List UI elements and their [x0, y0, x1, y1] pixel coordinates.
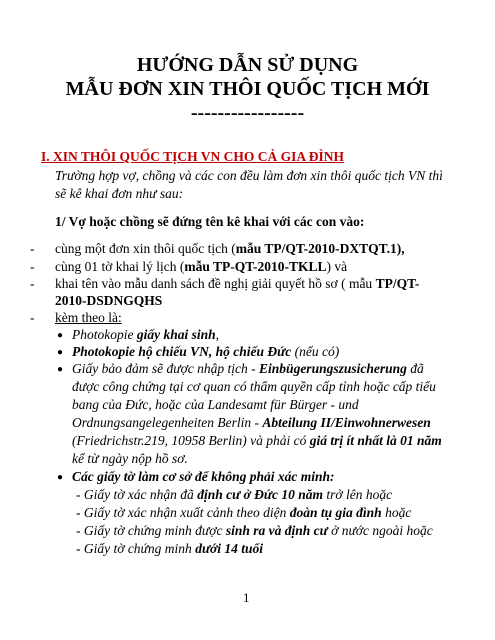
sub-item-3	[76, 523, 433, 539]
title-line-1: HƯỚNG DẪN SỬ DỤNG	[136, 54, 359, 76]
bullet-item-3-line-5	[72, 433, 442, 449]
bullet-emph: Einbügerungszusicherung	[259, 361, 407, 376]
bullet-icon: ●	[57, 330, 64, 341]
sub-item-emph: dưới 14 tuổi	[195, 541, 264, 556]
sub-item-emph: đoàn tụ gia đình	[289, 505, 382, 520]
dash-item-text: cùng 01 tờ khai lý lịch (	[55, 259, 185, 274]
bullet-item-3-line-1	[72, 361, 424, 377]
bullet-text: Giấy bảo đảm sẽ được nhập tịch -	[72, 361, 260, 376]
sub-item-text-end: hoặc	[381, 505, 412, 520]
bullet-item-1	[72, 327, 219, 343]
dash-item-2	[55, 259, 347, 275]
bullet-icon: ●	[57, 472, 64, 483]
title-line-2: MẪU ĐƠN XIN THÔI QUỐC TỊCH MỚI	[65, 78, 430, 100]
bullet-text-end: (nếu có)	[291, 344, 340, 359]
sub-item-1	[76, 487, 392, 503]
sub-item-4	[76, 541, 263, 557]
bullet-emph: giá trị ít nhất là 01 năm	[309, 433, 442, 448]
dash-item-3-continued: 2010-DSDNGQHS	[55, 293, 163, 308]
bullet-emph: giấy khai sinh	[136, 327, 216, 342]
sub-item-2	[76, 505, 411, 521]
bullet-item-3-line-4	[72, 415, 431, 431]
intro-line-2: sẽ kê khai đơn như sau:	[55, 186, 184, 201]
dash-item-attachments: kèm theo là:	[55, 310, 122, 325]
bullet-text: Ordnungsangelegenheiten Berlin -	[72, 415, 263, 430]
sub-item-emph: sinh ra và định cư	[225, 523, 328, 538]
bullet-text-end: đã	[406, 361, 424, 376]
dash-marker: -	[30, 276, 35, 291]
section-heading: I. XIN THÔI QUỐC TỊCH VN CHO CẢ GIA ĐÌNH	[41, 149, 345, 164]
bullet-icon: ●	[57, 364, 64, 375]
sub-item-text-end: ở nước ngoài hoặc	[327, 523, 433, 538]
dash-item-code: TP/QT-	[375, 276, 420, 291]
bullet-item-2	[72, 344, 339, 360]
bullet-item-3-line-3: bang của Đức, hoặc của Landesamt für Bürger - und	[72, 397, 359, 412]
page-number: 1	[243, 590, 250, 605]
bullet-item-3-line-6: kể từ ngày nộp hồ sơ.	[72, 451, 188, 466]
bullet-icon: ●	[57, 347, 64, 358]
dash-marker: -	[30, 259, 35, 274]
dash-item-text-end: ) và	[326, 259, 348, 274]
dash-item-code: mẫu TP/QT-2010-DXTQT.1),	[235, 241, 405, 256]
sub-item-text: - Giấy tờ xác nhận đã	[76, 487, 198, 502]
dash-marker: -	[30, 241, 35, 256]
sub-item-emph: định cư ở Đức 10 năm	[197, 487, 323, 502]
sub-item-text: - Giấy tờ chứng minh được	[76, 523, 226, 538]
bullet-item-4: Các giấy tờ làm cơ sở để không phải xác minh:	[72, 469, 335, 484]
dash-item-text: khai tên vào mẫu danh sách đề nghị giải quyết hồ sơ ( mẫu	[55, 276, 376, 291]
intro-line-1: Trường hợp vợ, chồng và các con đều làm đơn xin thôi quốc tịch VN thì	[55, 168, 443, 183]
sub-item-text: - Giấy tờ chứng minh	[76, 541, 196, 556]
sub-item-text: - Giấy tờ xác nhận xuất cảnh theo diện	[76, 505, 290, 520]
sub-item-text-end: trở lên hoặc	[323, 487, 393, 502]
dash-marker: -	[30, 310, 35, 325]
bullet-item-3-line-2: được công chứng tại cơ quan có thẩm quyền cấp tỉnh hoặc cấp tiểu	[72, 379, 436, 394]
dash-item-code: mẫu TP-QT-2010-TKLL	[184, 259, 327, 274]
title-divider: -----------------	[190, 102, 305, 124]
bullet-text: Photokopie	[72, 327, 137, 342]
dash-item-text: cùng một đơn xin thôi quốc tịch (	[55, 241, 236, 256]
bullet-text-end: ,	[215, 327, 220, 342]
bullet-text: (Friedrichstr.219, 10958 Berlin) và phải có	[72, 433, 310, 448]
bullet-emph: Photokopie hộ chiếu VN, hộ chiếu Đức	[72, 344, 292, 359]
subsection-heading: 1/ Vợ hoặc chồng sẽ đứng tên kê khai với các con vào:	[55, 214, 365, 229]
dash-item-3	[55, 276, 473, 292]
bullet-emph: Abteilung II/Einwohnerwesen	[262, 415, 431, 430]
dash-item-1	[55, 241, 405, 257]
